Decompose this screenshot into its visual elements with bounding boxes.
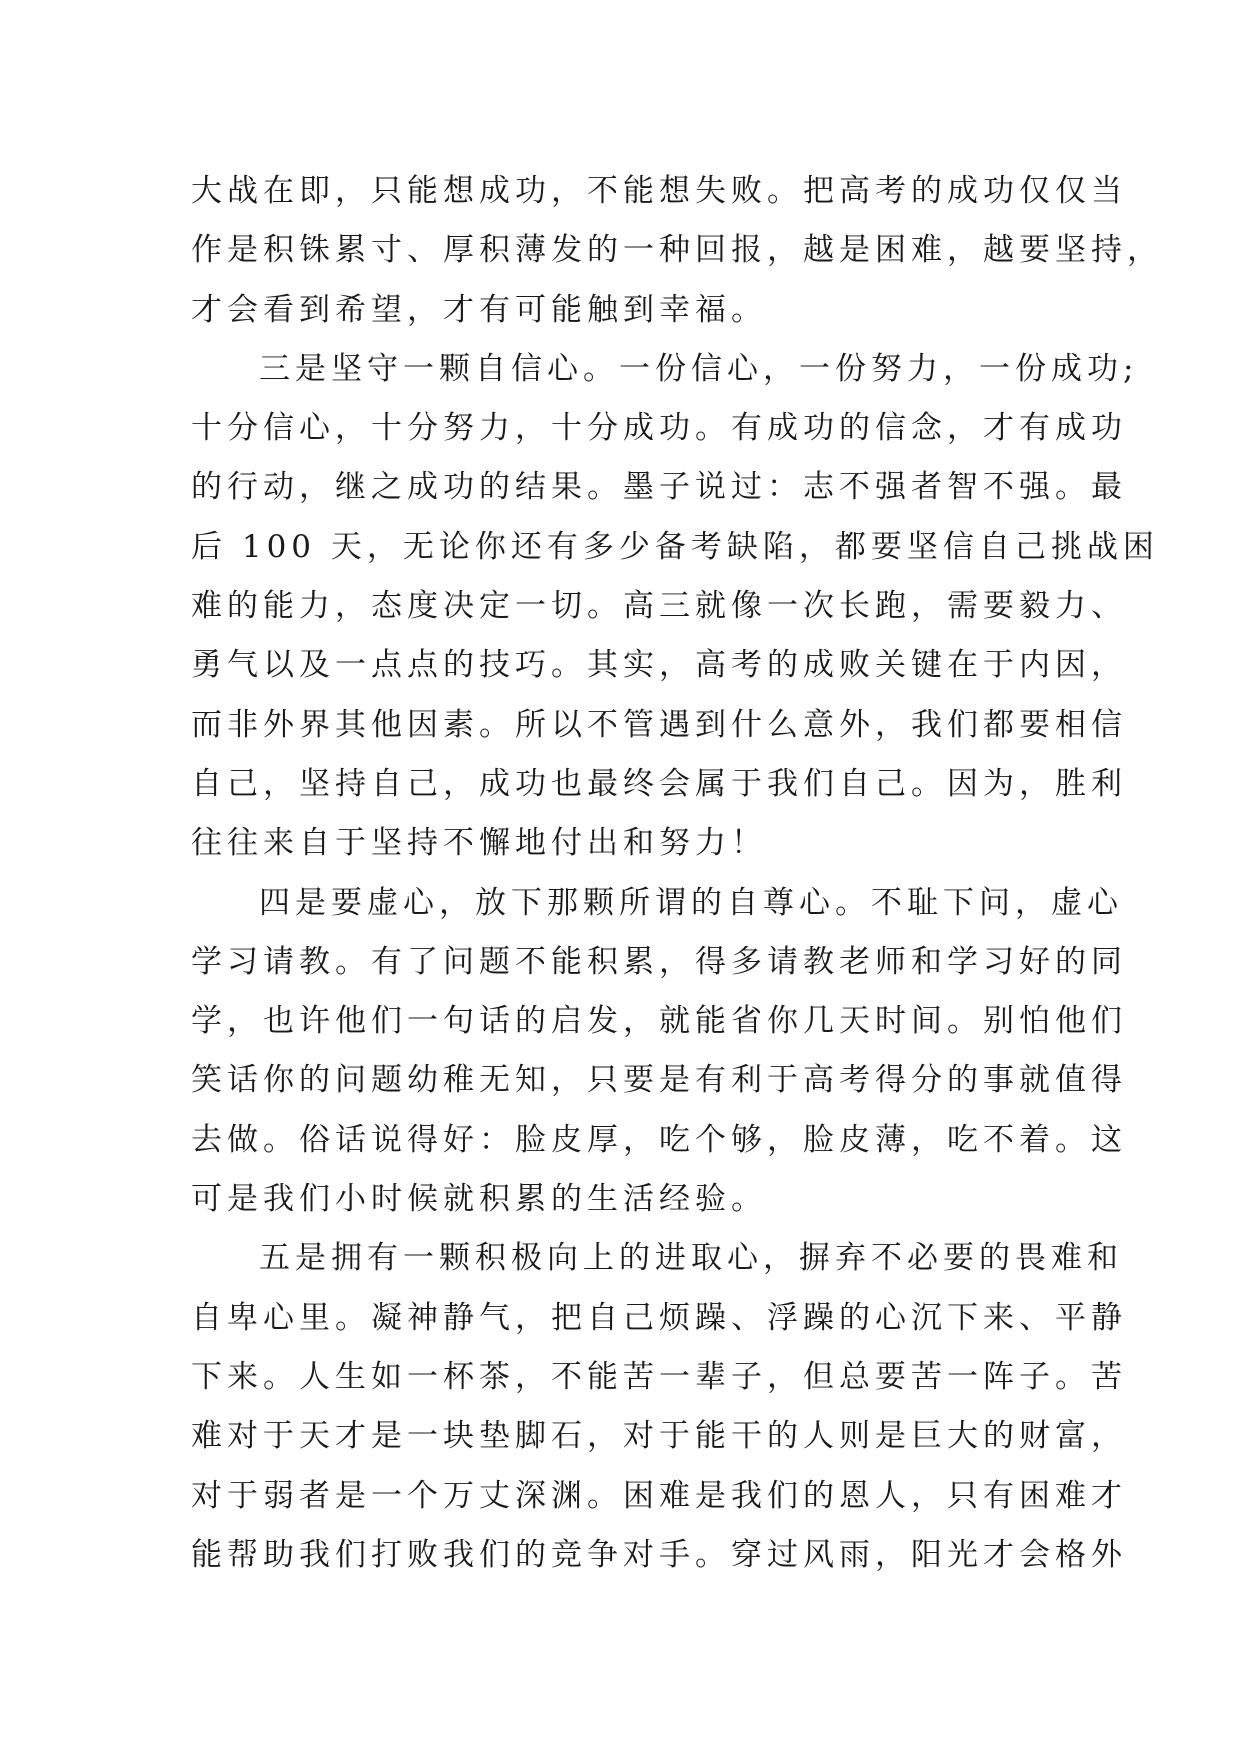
- paragraph-start-line: 三是坚守一颗自信心。一份信心，一份努力，一份成功;: [259, 350, 1139, 387]
- text-line: 十分信心，十分努力，十分成功。有成功的信念，才有成功: [191, 410, 1127, 447]
- text-line: 去做。俗话说得好：脸皮厚，吃个够，脸皮薄，吃不着。这: [191, 1121, 1127, 1158]
- text-line: 学，也许他们一句话的启发，就能省你几天时间。别怕他们: [191, 1003, 1127, 1040]
- text-line: 笑话你的问题幼稚无知，只要是有利于高考得分的事就值得: [191, 1062, 1127, 1099]
- text-line: 作是积铢累寸、厚积薄发的一种回报，越是困难，越要坚持，: [191, 232, 1163, 269]
- text-line: 难对于天才是一块垫脚石，对于能干的人则是巨大的财富，: [191, 1418, 1127, 1455]
- text-line: 勇气以及一点点的技巧。其实，高考的成败关键在于内因，: [191, 647, 1127, 684]
- text-line: 大战在即，只能想成功，不能想失败。把高考的成功仅仅当: [191, 173, 1127, 209]
- text-line: 自己，坚持自己，成功也最终会属于我们自己。因为，胜利: [191, 765, 1127, 802]
- text-line: 的行动，继之成功的结果。墨子说过：志不强者智不强。最: [191, 469, 1127, 506]
- text-line: 难的能力，态度决定一切。高三就像一次长跑，需要毅力、: [191, 588, 1127, 625]
- text-line: 后 100 天，无论你还有多少备考缺陷，都要坚信自己挑战困: [191, 528, 1159, 565]
- paragraph-start-line: 五是拥有一颗积极向上的进取心，摒弃不必要的畏难和: [259, 1240, 1123, 1277]
- text-line: 可是我们小时候就积累的生活经验。: [191, 1181, 767, 1218]
- document-body: [191, 162, 1163, 1585]
- text-line: 下来。人生如一杯茶，不能苦一辈子，但总要苦一阵子。苦: [191, 1358, 1127, 1395]
- paragraph-start-line: 四是要虚心，放下那颗所谓的自尊心。不耻下问，虚心: [259, 884, 1123, 921]
- text-line: 能帮助我们打败我们的竞争对手。穿过风雨，阳光才会格外: [191, 1536, 1127, 1573]
- text-line: 对于弱者是一个万丈深渊。困难是我们的恩人，只有困难才: [191, 1477, 1127, 1514]
- text-line: 自卑心里。凝神静气，把自己烦躁、浮躁的心沉下来、平静: [191, 1299, 1127, 1336]
- text-line: 而非外界其他因素。所以不管遇到什么意外，我们都要相信: [191, 706, 1127, 743]
- text-line: 才会看到希望，才有可能触到幸福。: [191, 291, 767, 328]
- text-line: 学习请教。有了问题不能积累，得多请教老师和学习好的同: [191, 943, 1127, 980]
- text-line: 往往来自于坚持不懈地付出和努力！: [191, 825, 767, 862]
